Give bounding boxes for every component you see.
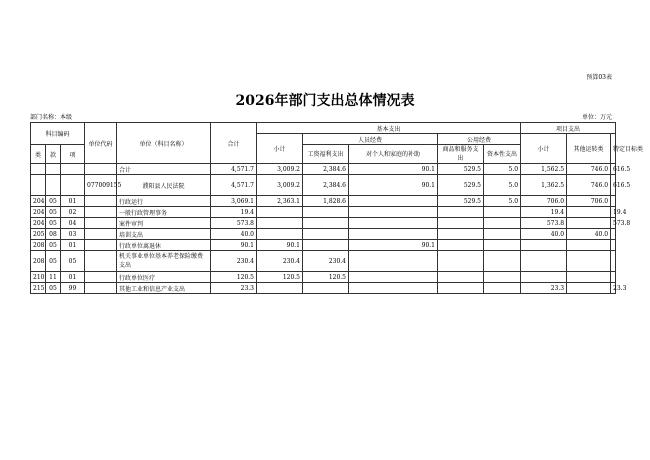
header-item: 款 — [46, 145, 61, 164]
cell-subject-kind: 208 — [31, 251, 46, 272]
cell-wages: 230.4 — [303, 251, 349, 272]
header-goods: 商品和服务支出 — [438, 145, 484, 164]
cell-goods: 529.5 — [438, 196, 484, 207]
cell-subject-item: 05 — [46, 218, 61, 229]
cell-subject-sub: 05 — [61, 251, 85, 272]
cell-goods: 529.5 — [438, 164, 484, 175]
department-label: 部门名称：本级 — [30, 114, 73, 121]
cell-basic-subtotal — [257, 229, 303, 240]
header-personnel: 人员经费 — [303, 134, 438, 145]
cell-capital — [484, 272, 521, 283]
cell-total: 19.4 — [211, 207, 257, 218]
cell-family — [349, 218, 438, 229]
cell-subject-sub: 01 — [61, 196, 85, 207]
cell-project-subtotal: 40.0 — [521, 229, 567, 240]
header-kind: 类 — [31, 145, 46, 164]
cell-target — [611, 196, 616, 207]
cell-unit-code — [85, 283, 117, 294]
cell-target: 573.8 — [611, 218, 616, 229]
header-sub: 项 — [61, 145, 85, 164]
cell-target: 23.3 — [611, 283, 616, 294]
cell-unit-code — [85, 218, 117, 229]
cell-unit-name: 合计 — [117, 164, 211, 175]
cell-subject-sub: 99 — [61, 283, 85, 294]
cell-subject-sub — [61, 175, 85, 196]
cell-basic-subtotal: 3,009.2 — [257, 175, 303, 196]
unit-label: 单位：万元 — [581, 114, 612, 121]
cell-project-subtotal — [521, 251, 567, 272]
table-row — [31, 207, 616, 218]
cell-capital — [484, 251, 521, 272]
cell-unit-code — [85, 272, 117, 283]
cell-family — [349, 207, 438, 218]
cell-other-ops — [567, 240, 611, 251]
header-capital: 资本性支出 — [484, 145, 521, 164]
cell-family — [349, 283, 438, 294]
cell-capital: 5.0 — [484, 175, 521, 196]
cell-family — [349, 251, 438, 272]
cell-goods — [438, 251, 484, 272]
cell-total: 40.0 — [211, 229, 257, 240]
cell-subject-item — [46, 164, 61, 175]
cell-unit-code — [85, 207, 117, 218]
table-row — [31, 164, 616, 175]
cell-total: 230.4 — [211, 251, 257, 272]
cell-unit-name: 其他工业和信息产业支出 — [117, 283, 211, 294]
cell-project-subtotal: 1,362.5 — [521, 175, 567, 196]
cell-wages: 2,384.6 — [303, 164, 349, 175]
cell-family — [349, 272, 438, 283]
cell-total: 3,069.1 — [211, 196, 257, 207]
cell-unit-name: 机关事业单位基本养老保险缴费支出 — [117, 251, 211, 272]
header-basic-subtotal: 小计 — [257, 134, 303, 164]
cell-subject-item: 08 — [46, 229, 61, 240]
cell-wages — [303, 229, 349, 240]
cell-total: 573.8 — [211, 218, 257, 229]
cell-subject-kind: 204 — [31, 207, 46, 218]
cell-target: 616.5 — [611, 175, 616, 196]
cell-subject-sub: 04 — [61, 218, 85, 229]
header-project: 项目支出 — [521, 123, 616, 134]
cell-basic-subtotal: 230.4 — [257, 251, 303, 272]
cell-goods — [438, 218, 484, 229]
header-unit-code: 单位代码 — [85, 123, 117, 164]
cell-total: 4,571.7 — [211, 175, 257, 196]
table-row — [31, 272, 616, 283]
cell-project-subtotal: 1,562.5 — [521, 164, 567, 175]
cell-unit-name: 案件审判 — [117, 218, 211, 229]
page-title: 2026年部门支出总体情况表 — [235, 93, 415, 109]
cell-other-ops — [567, 283, 611, 294]
expenditure-table — [30, 122, 644, 294]
cell-unit-name: 一般行政管理事务 — [117, 207, 211, 218]
header-basic: 基本支出 — [257, 123, 521, 134]
cell-other-ops: 746.0 — [567, 164, 611, 175]
cell-subject-kind: 205 — [31, 229, 46, 240]
cell-basic-subtotal: 120.5 — [257, 272, 303, 283]
cell-total: 23.3 — [211, 283, 257, 294]
cell-subject-kind: 204 — [31, 218, 46, 229]
cell-goods — [438, 240, 484, 251]
cell-subject-item: 05 — [46, 240, 61, 251]
cell-other-ops: 706.0 — [567, 196, 611, 207]
table-row — [31, 196, 616, 207]
cell-other-ops — [567, 272, 611, 283]
cell-capital — [484, 207, 521, 218]
cell-wages — [303, 283, 349, 294]
table-row — [31, 175, 616, 196]
cell-wages — [303, 218, 349, 229]
cell-capital: 5.0 — [484, 164, 521, 175]
cell-family: 90.1 — [349, 240, 438, 251]
cell-subject-item: 05 — [46, 251, 61, 272]
cell-subject-kind — [31, 175, 46, 196]
cell-other-ops — [567, 218, 611, 229]
cell-goods — [438, 229, 484, 240]
cell-project-subtotal — [521, 272, 567, 283]
cell-subject-kind: 215 — [31, 283, 46, 294]
cell-wages: 2,384.6 — [303, 175, 349, 196]
cell-project-subtotal: 573.8 — [521, 218, 567, 229]
cell-wages — [303, 240, 349, 251]
cell-subject-kind — [31, 164, 46, 175]
cell-subject-sub: 03 — [61, 229, 85, 240]
cell-basic-subtotal — [257, 283, 303, 294]
cell-goods: 529.5 — [438, 175, 484, 196]
cell-total: 4,571.7 — [211, 164, 257, 175]
cell-subject-item: 11 — [46, 272, 61, 283]
cell-basic-subtotal: 3,009.2 — [257, 164, 303, 175]
cell-unit-code — [85, 240, 117, 251]
cell-subject-kind: 210 — [31, 272, 46, 283]
form-number: 预算03表 — [586, 74, 612, 81]
cell-capital — [484, 283, 521, 294]
cell-goods — [438, 272, 484, 283]
cell-unit-name: 行政单位离退休 — [117, 240, 211, 251]
cell-subject-item — [46, 175, 61, 196]
header-target: 特定目标类 — [611, 134, 616, 164]
cell-total: 120.5 — [211, 272, 257, 283]
cell-project-subtotal: 23.3 — [521, 283, 567, 294]
table-row — [31, 283, 616, 294]
cell-unit-name: 行政运行 — [117, 196, 211, 207]
cell-unit-name: 濮阳县人民法院 — [117, 175, 211, 196]
cell-capital — [484, 218, 521, 229]
cell-capital: 5.0 — [484, 196, 521, 207]
header-wages: 工资福利支出 — [303, 145, 349, 164]
cell-wages: 120.5 — [303, 272, 349, 283]
cell-subject-sub: 01 — [61, 272, 85, 283]
cell-goods — [438, 283, 484, 294]
cell-unit-code — [85, 164, 117, 175]
cell-capital — [484, 240, 521, 251]
cell-unit-code — [85, 251, 117, 272]
cell-subject-sub: 01 — [61, 240, 85, 251]
header-unit-name: 单位（科目名称） — [117, 123, 211, 164]
cell-unit-code: 077009155 — [85, 175, 117, 196]
cell-unit-name: 培训支出 — [117, 229, 211, 240]
table-row — [31, 240, 616, 251]
cell-target — [611, 272, 616, 283]
cell-project-subtotal — [521, 240, 567, 251]
cell-subject-sub — [61, 164, 85, 175]
cell-subject-kind: 208 — [31, 240, 46, 251]
cell-project-subtotal: 706.0 — [521, 196, 567, 207]
cell-basic-subtotal: 90.1 — [257, 240, 303, 251]
cell-subject-item: 05 — [46, 196, 61, 207]
cell-subject-kind: 204 — [31, 196, 46, 207]
header-other-ops: 其他运转类 — [567, 134, 611, 164]
cell-unit-code — [85, 196, 117, 207]
cell-wages: 1,828.6 — [303, 196, 349, 207]
table-row — [31, 251, 616, 272]
cell-basic-subtotal: 2,363.1 — [257, 196, 303, 207]
cell-total: 90.1 — [211, 240, 257, 251]
cell-target: 616.5 — [611, 164, 616, 175]
cell-family — [349, 196, 438, 207]
cell-family: 90.1 — [349, 164, 438, 175]
header-project-subtotal: 小计 — [521, 134, 567, 164]
cell-target — [611, 251, 616, 272]
cell-basic-subtotal — [257, 207, 303, 218]
cell-target — [611, 240, 616, 251]
cell-family — [349, 229, 438, 240]
cell-other-ops — [567, 251, 611, 272]
cell-subject-item: 05 — [46, 207, 61, 218]
table-row — [31, 229, 616, 240]
cell-unit-name: 行政单位医疗 — [117, 272, 211, 283]
cell-target — [611, 229, 616, 240]
cell-target: 19.4 — [611, 207, 616, 218]
cell-goods — [438, 207, 484, 218]
cell-wages — [303, 207, 349, 218]
cell-other-ops: 746.0 — [567, 175, 611, 196]
header-public: 公用经费 — [438, 134, 521, 145]
header-subject-code: 科目编码 — [31, 123, 85, 145]
cell-other-ops: 40.0 — [567, 229, 611, 240]
cell-capital — [484, 229, 521, 240]
cell-unit-code — [85, 229, 117, 240]
cell-other-ops — [567, 207, 611, 218]
header-family: 对个人和家庭的补助 — [349, 145, 438, 164]
table-row — [31, 218, 616, 229]
header-total: 合计 — [211, 123, 257, 164]
cell-family: 90.1 — [349, 175, 438, 196]
cell-subject-item: 05 — [46, 283, 61, 294]
cell-subject-sub: 02 — [61, 207, 85, 218]
cell-basic-subtotal — [257, 218, 303, 229]
cell-project-subtotal: 19.4 — [521, 207, 567, 218]
